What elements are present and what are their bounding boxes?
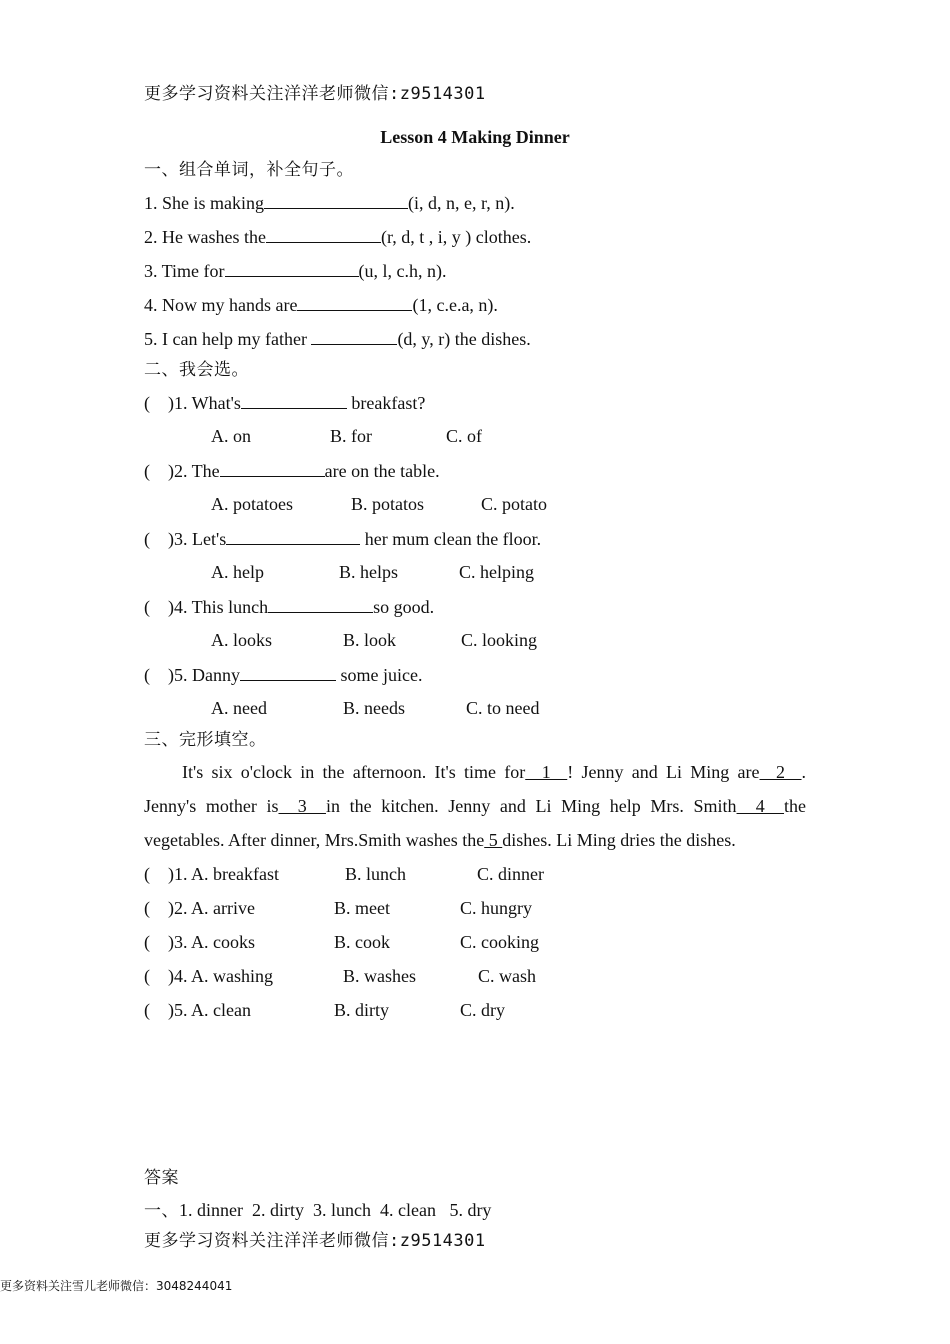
option-a: A. potatoes bbox=[211, 494, 293, 514]
section2-heading: 二、我会选。 bbox=[144, 360, 249, 380]
option-c: C. dinner bbox=[477, 864, 544, 884]
option-c: C. looking bbox=[461, 630, 538, 650]
blank-3: 3 bbox=[278, 796, 326, 816]
answer-blank bbox=[241, 391, 347, 409]
question-text: 2. The bbox=[174, 461, 220, 481]
option-b: B. lunch bbox=[345, 864, 406, 884]
item-text: 5. I can help my father bbox=[144, 329, 312, 349]
option-c: C. of bbox=[446, 426, 482, 446]
header-note: 更多学习资料关注洋洋老师微信:z9514301 bbox=[144, 84, 486, 104]
option-b: B. meet bbox=[334, 898, 390, 918]
answer-blank bbox=[266, 225, 381, 243]
passage-line-2: Jenny's mother is 3 in the kitchen. Jenny and Li Ming help Mrs. Smith 4 the bbox=[144, 796, 807, 816]
option-a: A. on bbox=[211, 426, 251, 446]
item-hint: (1, c.e.a, n). bbox=[412, 295, 498, 315]
section3-heading: 三、完形填空。 bbox=[144, 730, 267, 750]
answer-blank bbox=[226, 527, 360, 545]
blank-5: 5 bbox=[484, 830, 503, 850]
answer-blank bbox=[240, 663, 336, 681]
option-c: C. dry bbox=[460, 1000, 505, 1020]
section2-question-4 bbox=[144, 595, 434, 618]
question-text: 1. What's bbox=[174, 393, 241, 413]
question-text-end: some juice. bbox=[336, 665, 423, 685]
cloze-question-1: ( )1. A. breakfast bbox=[144, 864, 279, 884]
option-a: A. help bbox=[211, 562, 264, 582]
option-b: B. helps bbox=[339, 562, 399, 582]
section2-question-5 bbox=[144, 663, 422, 686]
question-text-end: so good. bbox=[373, 597, 435, 617]
passage-line-3: vegetables. After dinner, Mrs.Smith washes the 5 dishes. Li Ming dries the dishes. bbox=[144, 830, 736, 850]
option-a: A. looks bbox=[211, 630, 273, 650]
answers-line-1: 一、1. dinner 2. dirty 3. lunch 4. clean 5. dry bbox=[144, 1200, 492, 1221]
answer-blank bbox=[264, 191, 408, 209]
option-c: C. helping bbox=[459, 562, 534, 582]
option-a: A. need bbox=[211, 698, 267, 718]
option-c: C. potato bbox=[481, 494, 547, 514]
cloze-question-2: ( )2. A. arrive bbox=[144, 898, 255, 918]
section1-heading: 一、组合单词，补全句子。 bbox=[144, 160, 354, 180]
section1-item-2 bbox=[144, 225, 531, 248]
section1-item-3 bbox=[144, 259, 447, 282]
item-text: 2. He washes the bbox=[144, 227, 266, 247]
answer-blank bbox=[220, 459, 325, 477]
answers-heading: 答案 bbox=[144, 1168, 179, 1188]
cloze-question-5: ( )5. A. clean bbox=[144, 1000, 251, 1020]
question-text-end: breakfast? bbox=[346, 393, 426, 413]
question-text: 4. This lunch bbox=[174, 597, 269, 617]
cloze-question-4: ( )4. A. washing bbox=[144, 966, 273, 986]
question-text: 3. Let's bbox=[174, 529, 227, 549]
page-title: Lesson 4 Making Dinner bbox=[380, 127, 570, 147]
section2-question-2 bbox=[144, 459, 440, 482]
answer-paren: ( ) bbox=[144, 665, 174, 685]
section1-item-1 bbox=[144, 191, 515, 214]
option-b: B. needs bbox=[343, 698, 405, 718]
item-hint: (u, l, c.h, n). bbox=[358, 261, 447, 281]
option-b: B. potatos bbox=[351, 494, 425, 514]
blank-4: 4 bbox=[736, 796, 785, 816]
section1-item-4 bbox=[144, 293, 498, 316]
answer-blank bbox=[297, 293, 412, 311]
answer-paren: ( ) bbox=[144, 597, 174, 617]
option-c: C. cooking bbox=[460, 932, 539, 952]
answer-blank bbox=[311, 327, 397, 345]
option-b: B. washes bbox=[343, 966, 416, 986]
option-b: B. look bbox=[343, 630, 397, 650]
item-hint: (d, y, r) the dishes. bbox=[397, 329, 531, 349]
bottom-note: 更多资料关注雪儿老师微信：3048244041 bbox=[0, 1279, 233, 1293]
answer-blank bbox=[268, 595, 373, 613]
option-c: C. to need bbox=[466, 698, 540, 718]
item-text: 1. She is making bbox=[144, 193, 264, 213]
blank-2: 2 bbox=[759, 762, 802, 782]
passage-line-1: It's six o'clock in the afternoon. It's time for 1 ! Jenny and Li Ming are 2 . bbox=[182, 762, 807, 782]
question-text-end: are on the table. bbox=[324, 461, 440, 481]
item-text: 3. Time for bbox=[144, 261, 225, 281]
option-b: B. dirty bbox=[334, 1000, 390, 1020]
answer-paren: ( ) bbox=[144, 393, 174, 413]
item-text: 4. Now my hands are bbox=[144, 295, 298, 315]
footer-note: 更多学习资料关注洋洋老师微信:z9514301 bbox=[144, 1231, 486, 1251]
option-b: B. for bbox=[330, 426, 372, 446]
blank-1: 1 bbox=[525, 762, 568, 782]
cloze-passage bbox=[144, 755, 806, 857]
section2-question-1 bbox=[144, 391, 425, 414]
option-b: B. cook bbox=[334, 932, 390, 952]
item-hint: (i, d, n, e, r, n). bbox=[408, 193, 515, 213]
answer-paren: ( ) bbox=[144, 461, 174, 481]
section1-item-5 bbox=[144, 327, 531, 350]
question-text: 5. Danny bbox=[174, 665, 240, 685]
answer-blank bbox=[225, 259, 359, 277]
section2-question-3 bbox=[144, 527, 541, 550]
option-c: C. wash bbox=[478, 966, 536, 986]
option-c: C. hungry bbox=[460, 898, 532, 918]
item-hint: (r, d, t , i, y ) clothes. bbox=[380, 227, 532, 247]
answer-paren: ( ) bbox=[144, 529, 174, 549]
cloze-question-3: ( )3. A. cooks bbox=[144, 932, 255, 952]
question-text-end: her mum clean the floor. bbox=[360, 529, 542, 549]
